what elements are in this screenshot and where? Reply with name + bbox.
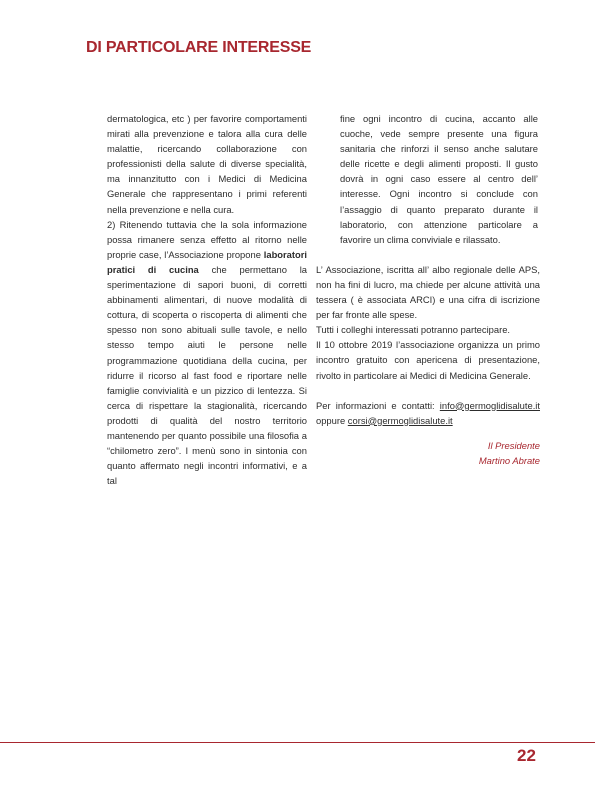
page-number: 22 <box>517 746 536 765</box>
right-paragraph-4: Il 10 ottobre 2019 l’associazione organizza un primo incontro gratuito con apericena di presentazione, rivolto in particolare ai Medici di Medicina Generale. <box>316 339 540 381</box>
signature-name: Martino Abrate <box>478 454 540 466</box>
email-link-info[interactable]: info@germoglidisalute.it <box>439 399 540 411</box>
left-column <box>107 111 307 488</box>
left-paragraph-1: dermatologica, etc ) per favorire comportamenti mirati alla prevenzione e talora alla cura delle malattie, ricercando collaborazione con professionisti della salute di diverse specialità, ma innanzitutto con i Medici di Medicina Generale che rappresentano i primi referenti nella prevenzione e nella cura. <box>107 113 307 215</box>
left-paragraph-2 <box>107 217 307 489</box>
contacts-prefix: Per informazioni e contatti: <box>316 399 440 411</box>
right-paragraph-1: fine ogni incontro di cucina, accanto alle cuoche, vede sempre presente una figura sanitaria che rinforzi il senso anche salutare delle ricette e degli alimenti proposti. Il gusto dovrà in ogni caso essere al centro dell’ interesse. Ogni incontro si conclude con l’assaggio di quanto preparato durante il laboratorio, con attenzione particolare a favorire un clima conviviale e rilassato. <box>340 113 538 245</box>
right-paragraph-2: L’ Associazione, iscritta all’ albo regionale delle APS, non ha fini di lucro, ma chiede per alcune attività una tessera ( è associata ARCI) e una cifra di iscrizione per far fronte alle spese. <box>316 263 540 321</box>
contacts-middle: oppure <box>316 414 348 426</box>
email-link-corsi[interactable]: corsi@germoglidisalute.it <box>347 414 453 426</box>
laboratori-highlight: laboratori pratici di cucina <box>107 248 307 275</box>
right-column <box>316 111 540 468</box>
right-paragraph-3: Tutti i colleghi interessati potranno partecipare. <box>316 324 511 336</box>
left-paragraph-2-start: 2) Ritenendo tuttavia che la sola informazione possa rimanere senza effetto al ritorno nelle proprie case, l’Associazione propone <box>107 218 307 260</box>
contacts-paragraph <box>316 398 540 428</box>
section-title: DI PARTICOLARE INTERESSE <box>86 39 312 56</box>
signature-role: Il Presidente <box>487 439 540 451</box>
left-paragraph-2-end: che permettano la sperimentazione di sapori buoni, di corretti abbinamenti alimentari, di nuove modalità di cottura, di scoperta o riscoperta di alimenti che spesso non sono abituali sulle tavole, e nello stesso tempo aiuti le persone nelle programmazione quotidiana della cucina, per ridurre il ricorso al fast food e riportare nelle famiglie convivialità e un pizzico di lentezza. Si cerca di rispettare la stagionalità, ricercando prodotti di qualità del nostro territorio mantenendo per quanto possibile una filosofia a “chilometro zero”. I menù sono in sintonia con quanto affermato negli incontri informativi, e a tal <box>107 263 307 487</box>
footer-divider <box>0 742 595 743</box>
